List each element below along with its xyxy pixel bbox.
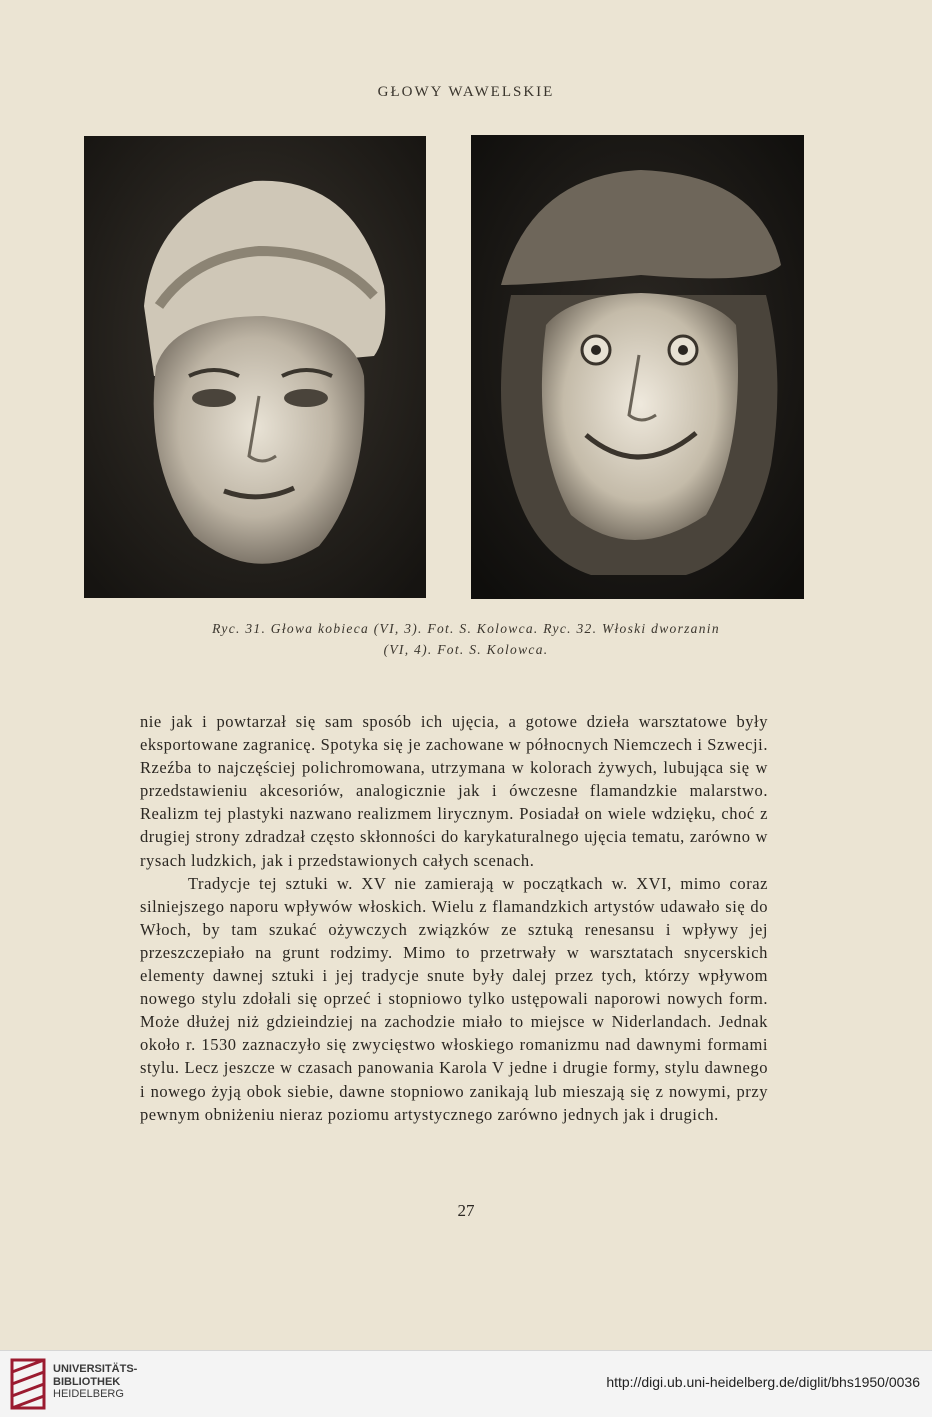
body-text [140,710,768,1126]
caption-line-1: Ryc. 31. Głowa kobieca (VI, 3). Fot. S. Kolowca. Ryc. 32. Włoski dworzanin [212,621,720,636]
caption-line-2: (VI, 4). Fot. S. Kolowca. [383,642,549,657]
library-name-line-2: BIBLIOTHEK [53,1375,121,1388]
running-head: GŁOWY WAWELSKIE [377,84,555,100]
university-library-logo-icon [10,1358,46,1410]
figure-31-woman-head-photo [84,136,426,598]
figure-32-italian-courtier-head-photo [471,135,804,599]
library-name-line-3: HEIDELBERG [53,1388,124,1400]
library-name [53,1363,137,1401]
library-name-line-1: UNIVERSITÄTS- [53,1363,138,1375]
page-number: 27 [457,1201,475,1220]
paragraph-1: nie jak i powtarzał się sam sposób ich ujęcia, a gotowe dzieła warsztatowe były eksportowane zagranicę. Spotyka się je zachowane w północnych Niemczech i Szwecji. Rzeźba to najczęściej polichromowana, utrzymana w kolorach żywych, lubująca się w przedstawieniu akcesoriów, analogicznie jak i ówczesne flamandzkie malarstwo. Realizm tej plastyki nazwano realizmem lirycznym. Posiadał on wiele wdzięku, choć z drugiej strony zdradzał często skłonności do karykaturalnego ujęcia tematu, zarówno w rysach ludzkich, jak i przedstawionych całych scenach. [140,712,768,870]
figure-caption [110,618,822,660]
library-footer [0,1350,932,1417]
paragraph-2: Tradycje tej sztuki w. XV nie zamierają w początkach w. XVI, mimo coraz silniejszego naporu wpływów włoskich. Wielu z flamandzkich artystów udawało się do Włoch, by tam szukać ożywczych związków ze sztuką renesansu i wpływy jej przeszczepiało na grunt rodzimy. Mimo to przetrwały w warsztatach snycerskich elementy dawnej sztuki i jej tradycje snute były dalej przez tych, którzy wpływom nowego stylu zdołali się oprzeć i stopniowo tylko ustępowali naporowi nowych form. Może dłużej niż gdzieindziej na zachodzie miało to miejsce w Niderlandach. Jednak około r. 1530 zaznaczyło się zwycięstwo włoskiego romanizmu nad dawnymi formami stylu. Lecz jeszcze w czasach panowania Karola V jedne i drugie formy, stylu dawnego i nowego żyją obok siebie, dawne stopniowo zanikają lub mieszają się z nowymi, przy pewnym obniżeniu nieraz poziomu artystycznego zarówno jednych jak i drugich. [140,873,768,1124]
permalink-url[interactable]: http://digi.ub.uni-heidelberg.de/diglit/bhs1950/0036 [606,1374,920,1390]
